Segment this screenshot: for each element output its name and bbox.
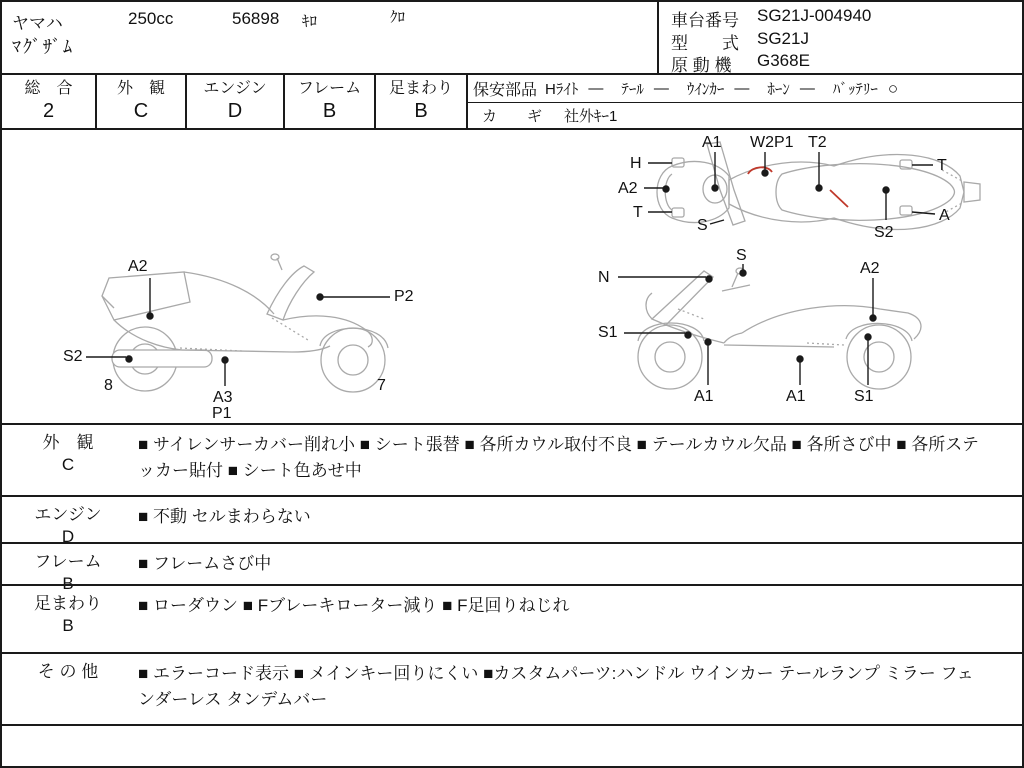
displacement: 250cc bbox=[128, 9, 174, 28]
top-label-s: S bbox=[697, 217, 708, 234]
condition-other-label bbox=[2, 654, 134, 724]
top-label-t-left: T bbox=[633, 204, 643, 221]
grade-frame bbox=[285, 75, 376, 128]
condition-exterior-text: ■ サイレンサーカバー削れ小 ■ シート張替 ■ 各所カウル取付不良 ■ テールカウル欠品 ■ 各所さび中 ■ 各所ステッカー貼付 ■ シート色あせ中 bbox=[138, 435, 979, 480]
winker-status: — bbox=[734, 80, 750, 97]
model-code-label: 型 式 bbox=[671, 34, 739, 53]
left-label-front-tire: 7 bbox=[377, 377, 386, 394]
top-label-a: A bbox=[939, 207, 950, 224]
condition-row-exterior bbox=[2, 423, 1024, 495]
battery-label: ﾊﾞｯﾃﾘｰ bbox=[832, 81, 878, 98]
safety-parts-title: 保安部品 bbox=[473, 82, 538, 99]
chassis-number-row bbox=[671, 6, 871, 31]
condition-exterior-label bbox=[2, 425, 134, 495]
body-color: ｸﾛ bbox=[390, 9, 406, 26]
condition-row-frame bbox=[2, 542, 1024, 593]
damage-diagram-area bbox=[2, 132, 1024, 423]
condition-exterior-grade: C bbox=[61, 455, 75, 474]
condition-frame-grade: B bbox=[62, 574, 74, 593]
right-label-s: S bbox=[736, 247, 747, 264]
condition-undercarriage-label bbox=[2, 586, 134, 652]
right-label-a1-front: A1 bbox=[694, 388, 714, 405]
model-code-value: SG21J bbox=[757, 29, 809, 48]
top-label-t-right: T bbox=[937, 157, 947, 174]
condition-other-text: ■ エラーコード表示 ■ メインキー回りにくい ■カスタムパーツ:ハンドル ウインカー テールランプ ミラー フェンダーレス タンデムバー bbox=[138, 664, 974, 709]
key-label: カ ギ bbox=[482, 108, 543, 125]
condition-row-empty bbox=[2, 724, 1024, 768]
header-right bbox=[657, 2, 1024, 73]
model-name: ﾏｸﾞｻﾞﾑ bbox=[12, 37, 74, 57]
top-label-t2: T2 bbox=[808, 134, 827, 151]
tail-label: ﾃｰﾙ bbox=[621, 81, 644, 98]
top-label-a1: A1 bbox=[702, 134, 722, 151]
top-label-a2: A2 bbox=[618, 180, 638, 197]
grade-frame-value: B bbox=[322, 100, 337, 122]
safety-parts-cell bbox=[468, 75, 1024, 128]
grade-engine-label: エンジン bbox=[203, 80, 267, 97]
diagram-right-view bbox=[582, 247, 1024, 423]
mileage-unit: ｷﾛ bbox=[302, 13, 318, 30]
right-label-s1-front: S1 bbox=[598, 324, 618, 341]
condition-engine-grade: D bbox=[61, 527, 75, 546]
condition-row-undercarriage bbox=[2, 584, 1024, 652]
horn-status: — bbox=[799, 80, 815, 97]
condition-frame-name: フレーム bbox=[34, 552, 102, 571]
grade-frame-label: フレーム bbox=[297, 80, 362, 97]
chassis-number-value: SG21J-004940 bbox=[757, 6, 872, 25]
condition-engine-name: エンジン bbox=[34, 505, 102, 524]
engine-code-label: 原 動 機 bbox=[671, 56, 732, 75]
maker-name: ヤマハ bbox=[12, 14, 63, 33]
condition-undercarriage-text: ■ ローダウン ■ Fブレーキローター減り ■ F足回りねじれ bbox=[138, 596, 570, 615]
grade-undercarriage-value: B bbox=[414, 100, 428, 122]
left-view-sketch bbox=[62, 252, 482, 423]
tail-status: — bbox=[653, 80, 669, 97]
condition-other-name: そ の 他 bbox=[37, 662, 99, 681]
grade-engine-value: D bbox=[227, 100, 243, 122]
left-label-p1: P1 bbox=[212, 405, 232, 422]
headlight-label: Hﾗｲﾄ bbox=[545, 81, 579, 98]
condition-undercarriage-name: 足まわり bbox=[34, 594, 102, 613]
condition-frame-text: ■ フレームさび中 bbox=[138, 554, 272, 573]
right-label-a1-rear: A1 bbox=[786, 388, 806, 405]
grade-row bbox=[2, 73, 1024, 130]
chassis-number-label: 車台番号 bbox=[671, 11, 739, 30]
key-value: 社外ｷｰ1 bbox=[564, 108, 618, 125]
right-label-n: N bbox=[598, 269, 610, 286]
condition-engine-label bbox=[2, 497, 134, 546]
condition-exterior-name: 外 観 bbox=[42, 433, 94, 452]
grade-overall-label: 総 合 bbox=[24, 80, 73, 97]
condition-row-engine bbox=[2, 495, 1024, 546]
condition-frame-label bbox=[2, 544, 134, 593]
left-label-a2: A2 bbox=[128, 258, 148, 275]
condition-undercarriage-grade: B bbox=[62, 616, 74, 635]
top-label-h: H bbox=[630, 155, 642, 172]
left-label-s2: S2 bbox=[63, 348, 83, 365]
top-label-w2p1: W2P1 bbox=[750, 134, 794, 151]
winker-label: ｳｲﾝｶｰ bbox=[686, 81, 725, 98]
headlight-status: — bbox=[588, 80, 604, 97]
safety-parts-row bbox=[468, 75, 1024, 103]
top-label-s2: S2 bbox=[874, 224, 894, 241]
grade-undercarriage bbox=[376, 75, 468, 128]
diagram-left-view bbox=[62, 252, 482, 423]
grade-overall bbox=[2, 75, 97, 128]
condition-engine-text: ■ 不動 セルまわらない bbox=[138, 507, 311, 526]
left-label-p2: P2 bbox=[394, 288, 414, 305]
diagram-top-view bbox=[602, 132, 1024, 244]
grade-undercarriage-label: 足まわり bbox=[388, 80, 453, 97]
battery-status: ○ bbox=[887, 78, 899, 98]
key-row bbox=[468, 103, 1024, 128]
header-left bbox=[2, 2, 657, 73]
right-label-s1-rear: S1 bbox=[854, 388, 874, 405]
grade-exterior-value: C bbox=[133, 100, 149, 122]
engine-code-value: G368E bbox=[757, 51, 810, 70]
grade-exterior-label: 外 観 bbox=[116, 80, 165, 97]
grade-exterior bbox=[97, 75, 187, 128]
mileage-value: 56898 bbox=[232, 9, 280, 28]
horn-label: ﾎｰﾝ bbox=[767, 81, 790, 98]
right-label-a2: A2 bbox=[860, 260, 880, 277]
grade-overall-value: 2 bbox=[42, 100, 55, 122]
grade-engine bbox=[187, 75, 285, 128]
condition-row-other bbox=[2, 652, 1024, 724]
left-label-rear-tire: 8 bbox=[104, 377, 113, 394]
left-label-a3: A3 bbox=[213, 389, 233, 406]
